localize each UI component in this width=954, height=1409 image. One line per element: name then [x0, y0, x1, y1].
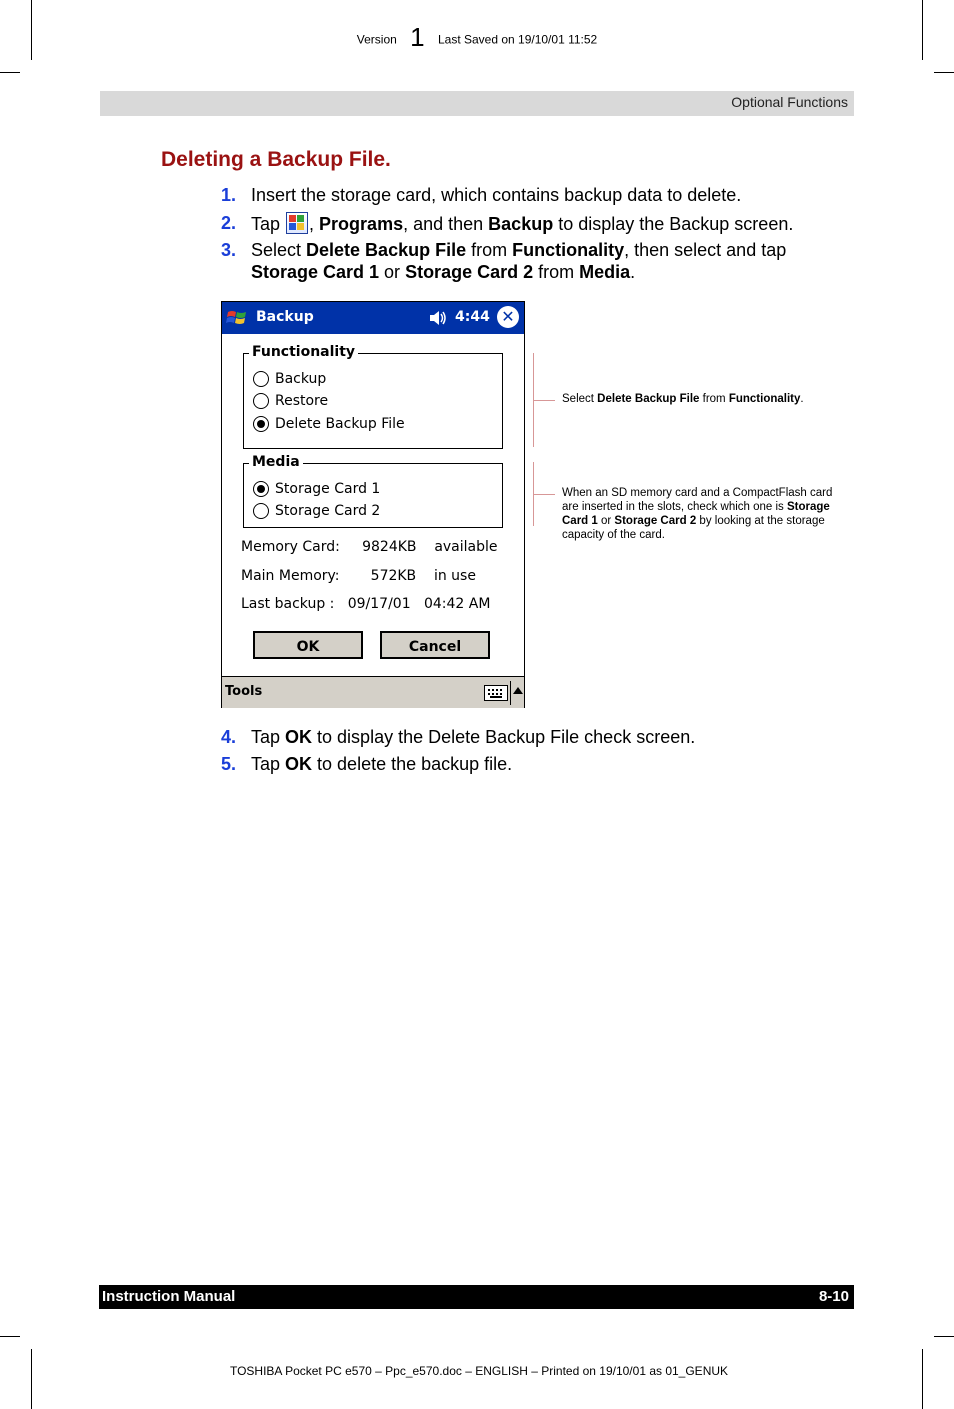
functionality-legend: Functionality — [249, 344, 358, 360]
backup-screen-screenshot — [221, 301, 525, 708]
section-title: Deleting a Backup File. — [161, 148, 391, 171]
callout-functionality: Select Delete Backup File from Functionality. — [562, 393, 804, 405]
step-text: Tap , Programs, and then Backup to display the Backup screen. — [251, 214, 794, 234]
callout-leader — [533, 400, 555, 401]
tools-menu[interactable]: Tools — [225, 684, 263, 699]
crop-mark — [922, 1349, 923, 1409]
radio-button-icon — [253, 503, 269, 519]
pda-command-bar — [222, 676, 524, 708]
media-legend: Media — [249, 454, 303, 470]
running-header: Optional Functions — [731, 94, 848, 110]
step-text: Tap OK to delete the backup file. — [251, 754, 513, 774]
step-text: Insert the storage card, which contains backup data to delete. — [251, 185, 742, 205]
step-text: Tap OK to display the Delete Backup File check screen. — [251, 727, 696, 747]
radio-button-icon — [253, 371, 269, 387]
crop-mark — [934, 72, 954, 73]
footer-manual-title: Instruction Manual — [102, 1288, 236, 1305]
page-number: 8-10 — [818, 1288, 849, 1305]
last-backup-info: Last backup : 09/17/01 04:42 AM — [241, 596, 491, 612]
callout-media: When an SD memory card and a CompactFlash card are inserted in the slots, check which one is Storage Card 1 or Storage Card 2 by looking at the storage capacity of the card. — [562, 487, 833, 541]
radio-button-selected-icon — [253, 416, 269, 432]
running-header-bar — [100, 91, 854, 116]
radio-backup[interactable]: Backup — [253, 369, 326, 389]
radio-button-selected-icon — [253, 481, 269, 497]
step-4 — [221, 726, 841, 748]
version-label: Version — [356, 32, 397, 47]
memory-card-info: Memory Card: 9824KB available — [241, 539, 498, 555]
windows-start-icon[interactable] — [225, 306, 249, 330]
radio-button-icon — [253, 393, 269, 409]
step-number: 2. — [221, 213, 237, 233]
command-bar-divider — [510, 681, 511, 705]
pda-clock[interactable]: 4:44 — [455, 309, 490, 325]
step-1 — [221, 184, 841, 206]
speaker-icon[interactable] — [428, 309, 448, 327]
crop-mark — [31, 1349, 32, 1409]
document-version-line — [0, 24, 954, 55]
step-number: 1. — [221, 185, 237, 205]
print-info-line: TOSHIBA Pocket PC e570 – Ppc_e570.doc – ENGLISH – Printed on 19/10/01 as 01_GENUK — [229, 1364, 729, 1378]
step-number: 3. — [221, 240, 237, 260]
last-saved: Last Saved on 19/10/01 11:52 — [437, 32, 598, 47]
ok-button[interactable]: OK — [253, 631, 363, 659]
callout-leader — [533, 494, 555, 495]
step-2 — [221, 212, 841, 235]
step-number: 5. — [221, 754, 237, 774]
keyboard-icon[interactable] — [484, 685, 508, 701]
windows-start-icon — [286, 212, 308, 234]
pda-app-title: Backup — [256, 309, 314, 325]
step-text: Select Delete Backup File from Functionality, then select and tap Storage Card 1 or Storage Card 2 from Media. — [251, 240, 787, 282]
version-number: 1 — [410, 22, 425, 52]
step-3 — [221, 239, 841, 283]
step-5 — [221, 753, 841, 775]
radio-restore[interactable]: Restore — [253, 391, 328, 411]
crop-mark — [0, 1336, 20, 1337]
main-memory-info: Main Memory: 572KB in use — [241, 568, 476, 584]
crop-mark — [934, 1336, 954, 1337]
sip-arrow-up-icon[interactable] — [513, 687, 523, 694]
crop-mark — [0, 72, 20, 73]
radio-storage-card-1[interactable]: Storage Card 1 — [253, 479, 380, 499]
radio-delete-backup-file[interactable]: Delete Backup File — [253, 414, 405, 434]
step-number: 4. — [221, 727, 237, 747]
cancel-button[interactable]: Cancel — [380, 631, 490, 659]
close-icon[interactable]: ✕ — [497, 306, 519, 328]
footer-bar — [99, 1285, 854, 1309]
pda-title-bar — [222, 302, 524, 334]
radio-storage-card-2[interactable]: Storage Card 2 — [253, 501, 380, 521]
